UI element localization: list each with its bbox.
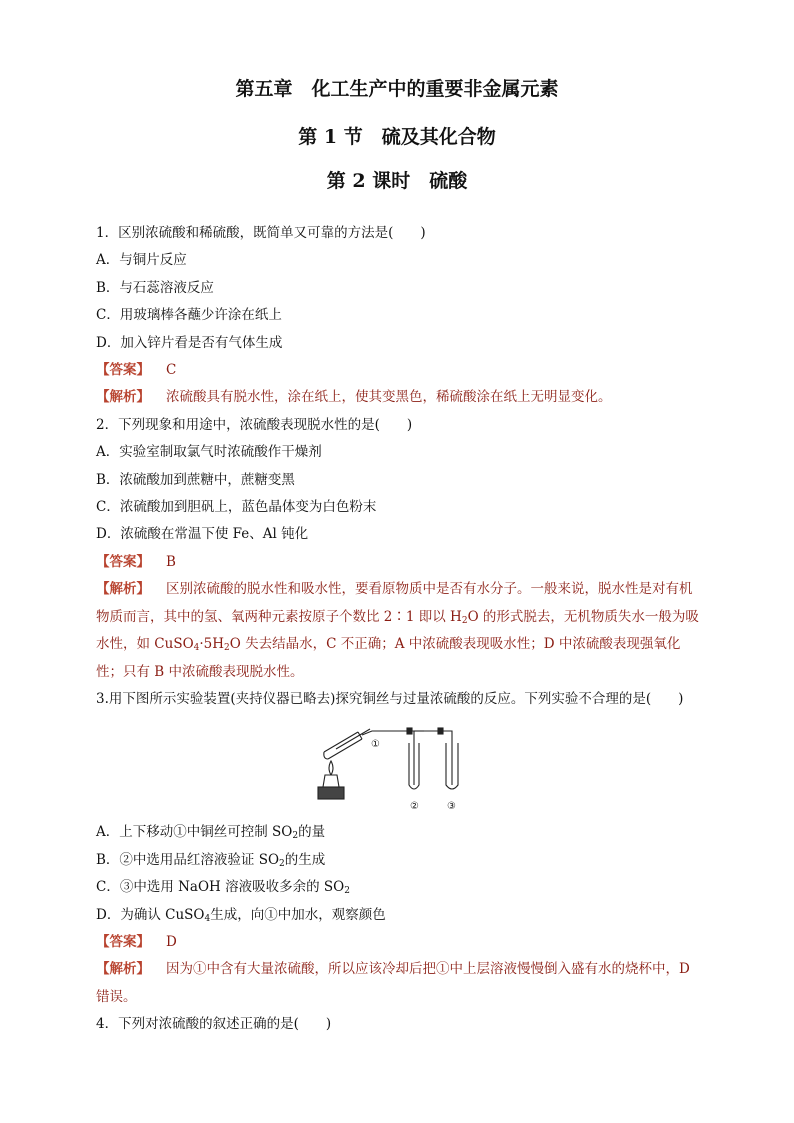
- q2-analysis-part4: O 失去结晶水，C 不正确；A 中浓硫酸表现吸水性；D 中浓硫酸表现强氧化性；只有 B 中浓硫酸表现脱水性。: [96, 636, 681, 680]
- analysis-label: 【解析】: [96, 389, 150, 406]
- connector-tube: [424, 731, 452, 785]
- q1-analysis: 浓硫酸具有脱水性，涂在纸上，使其变黑色，稀硫酸涂在纸上无明显变化。: [166, 389, 612, 406]
- q2-option-c: C．浓硫酸加到胆矾上，蓝色晶体变为白色粉末: [96, 499, 377, 516]
- heating-stand: [318, 787, 344, 799]
- q2-stem: 2．下列现象和用途中，浓硫酸表现脱水性的是( ): [96, 416, 413, 433]
- analysis-label: 【解析】: [96, 581, 150, 598]
- question-list: [96, 220, 702, 1039]
- q2-analysis: [96, 581, 699, 679]
- q2-analysis-part2: O 的形式脱去，无机物质失水一般为吸水性，如 CuSO: [96, 608, 699, 653]
- q3-answer: D: [166, 933, 177, 950]
- answer-label: 【答案】: [96, 933, 150, 950]
- q3-option-a: A．上下移动①中铜丝可控制 $SO_2$的量: [96, 824, 326, 842]
- apparatus-diagram: [314, 719, 484, 815]
- q1-answer-row: [96, 357, 702, 384]
- q2-answer: B: [166, 553, 176, 570]
- delivery-tube: [362, 731, 414, 785]
- q2-analysis-sub2: 4: [193, 643, 200, 654]
- q2-analysis-part1: 区别浓硫酸的脱水性和吸水性，要看原物质中是否有水分子。一般来说，脱水性是对有机物质而言，其中的氢、氧两种元素按原子个数比 2∶1 即以 H: [96, 581, 693, 625]
- q2-analysis-row: [96, 576, 702, 686]
- q2-option-d: D．浓硫酸在常温下使 Fe、Al 钝化: [96, 526, 309, 543]
- apparatus-figure: [96, 719, 702, 815]
- chapter-title: 第五章 化工生产中的重要非金属元素: [235, 78, 559, 100]
- q2-answer-row: [96, 549, 702, 576]
- answer-label: 【答案】: [96, 553, 150, 570]
- q3-stem: 3.用下图所示实验装置(夹持仪器已略去)探究铜丝与过量浓硫酸的反应。下列实验不合理的是( ): [96, 690, 684, 707]
- label-1: ①: [371, 739, 380, 751]
- q3-option-b: B．②中选用品红溶液验证 $SO_2$的生成: [96, 851, 326, 869]
- label-3: ③: [447, 801, 456, 813]
- q2-option-b: B．浓硫酸加到蔗糖中，蔗糖变黑: [96, 471, 295, 488]
- q2-option-a: A．实验室制取氯气时浓硫酸作干燥剂: [96, 444, 322, 461]
- label-2: ②: [410, 801, 419, 813]
- q3-analysis: 因为①中含有大量浓硫酸，所以应该冷却后把①中上层溶液慢慢倒入盛有水的烧杯中，D 错误。: [96, 961, 690, 1005]
- answer-label: 【答案】: [96, 362, 150, 379]
- stopper-2: [407, 728, 412, 734]
- q1-option-b: B．与石蕊溶液反应: [96, 279, 214, 296]
- stopper-3: [438, 728, 443, 734]
- q1-answer: C: [166, 362, 177, 379]
- q2-analysis-part3: ·5H: [199, 636, 225, 653]
- q2-analysis-sub1: 2: [461, 615, 468, 626]
- q1-stem: 1．区别浓硫酸和稀硫酸，既简单又可靠的方法是( ): [96, 225, 426, 241]
- analysis-label: 【解析】: [96, 961, 150, 978]
- q3-option-d: D．为确认 CuSO$_4$生成，向①中加水，观察颜色: [96, 906, 386, 924]
- flame-icon: [329, 761, 333, 775]
- q1-analysis-row: [96, 384, 702, 411]
- q1-option-d: D．加入锌片看是否有气体生成: [96, 334, 283, 351]
- q2-analysis-sub3: 2: [224, 643, 230, 654]
- q3-option-c: C．③中选用 NaOH 溶液吸收多余的 $SO_2$: [96, 879, 350, 897]
- copper-wire: [336, 729, 370, 749]
- section-title: 第 1 节 硫及其化合物: [298, 126, 496, 148]
- q4-stem: 4．下列对浓硫酸的叙述正确的是( ): [96, 1016, 332, 1033]
- alcohol-lamp: [323, 775, 339, 787]
- q1-option-c: C．用玻璃棒各蘸少许涂在纸上: [96, 307, 282, 324]
- q3-answer-row: [96, 929, 702, 956]
- q3-analysis-row: [96, 956, 702, 1011]
- q1-option-a: A．与铜片反应: [96, 252, 187, 269]
- lesson-title: 第 2 课时 硫酸: [326, 170, 468, 192]
